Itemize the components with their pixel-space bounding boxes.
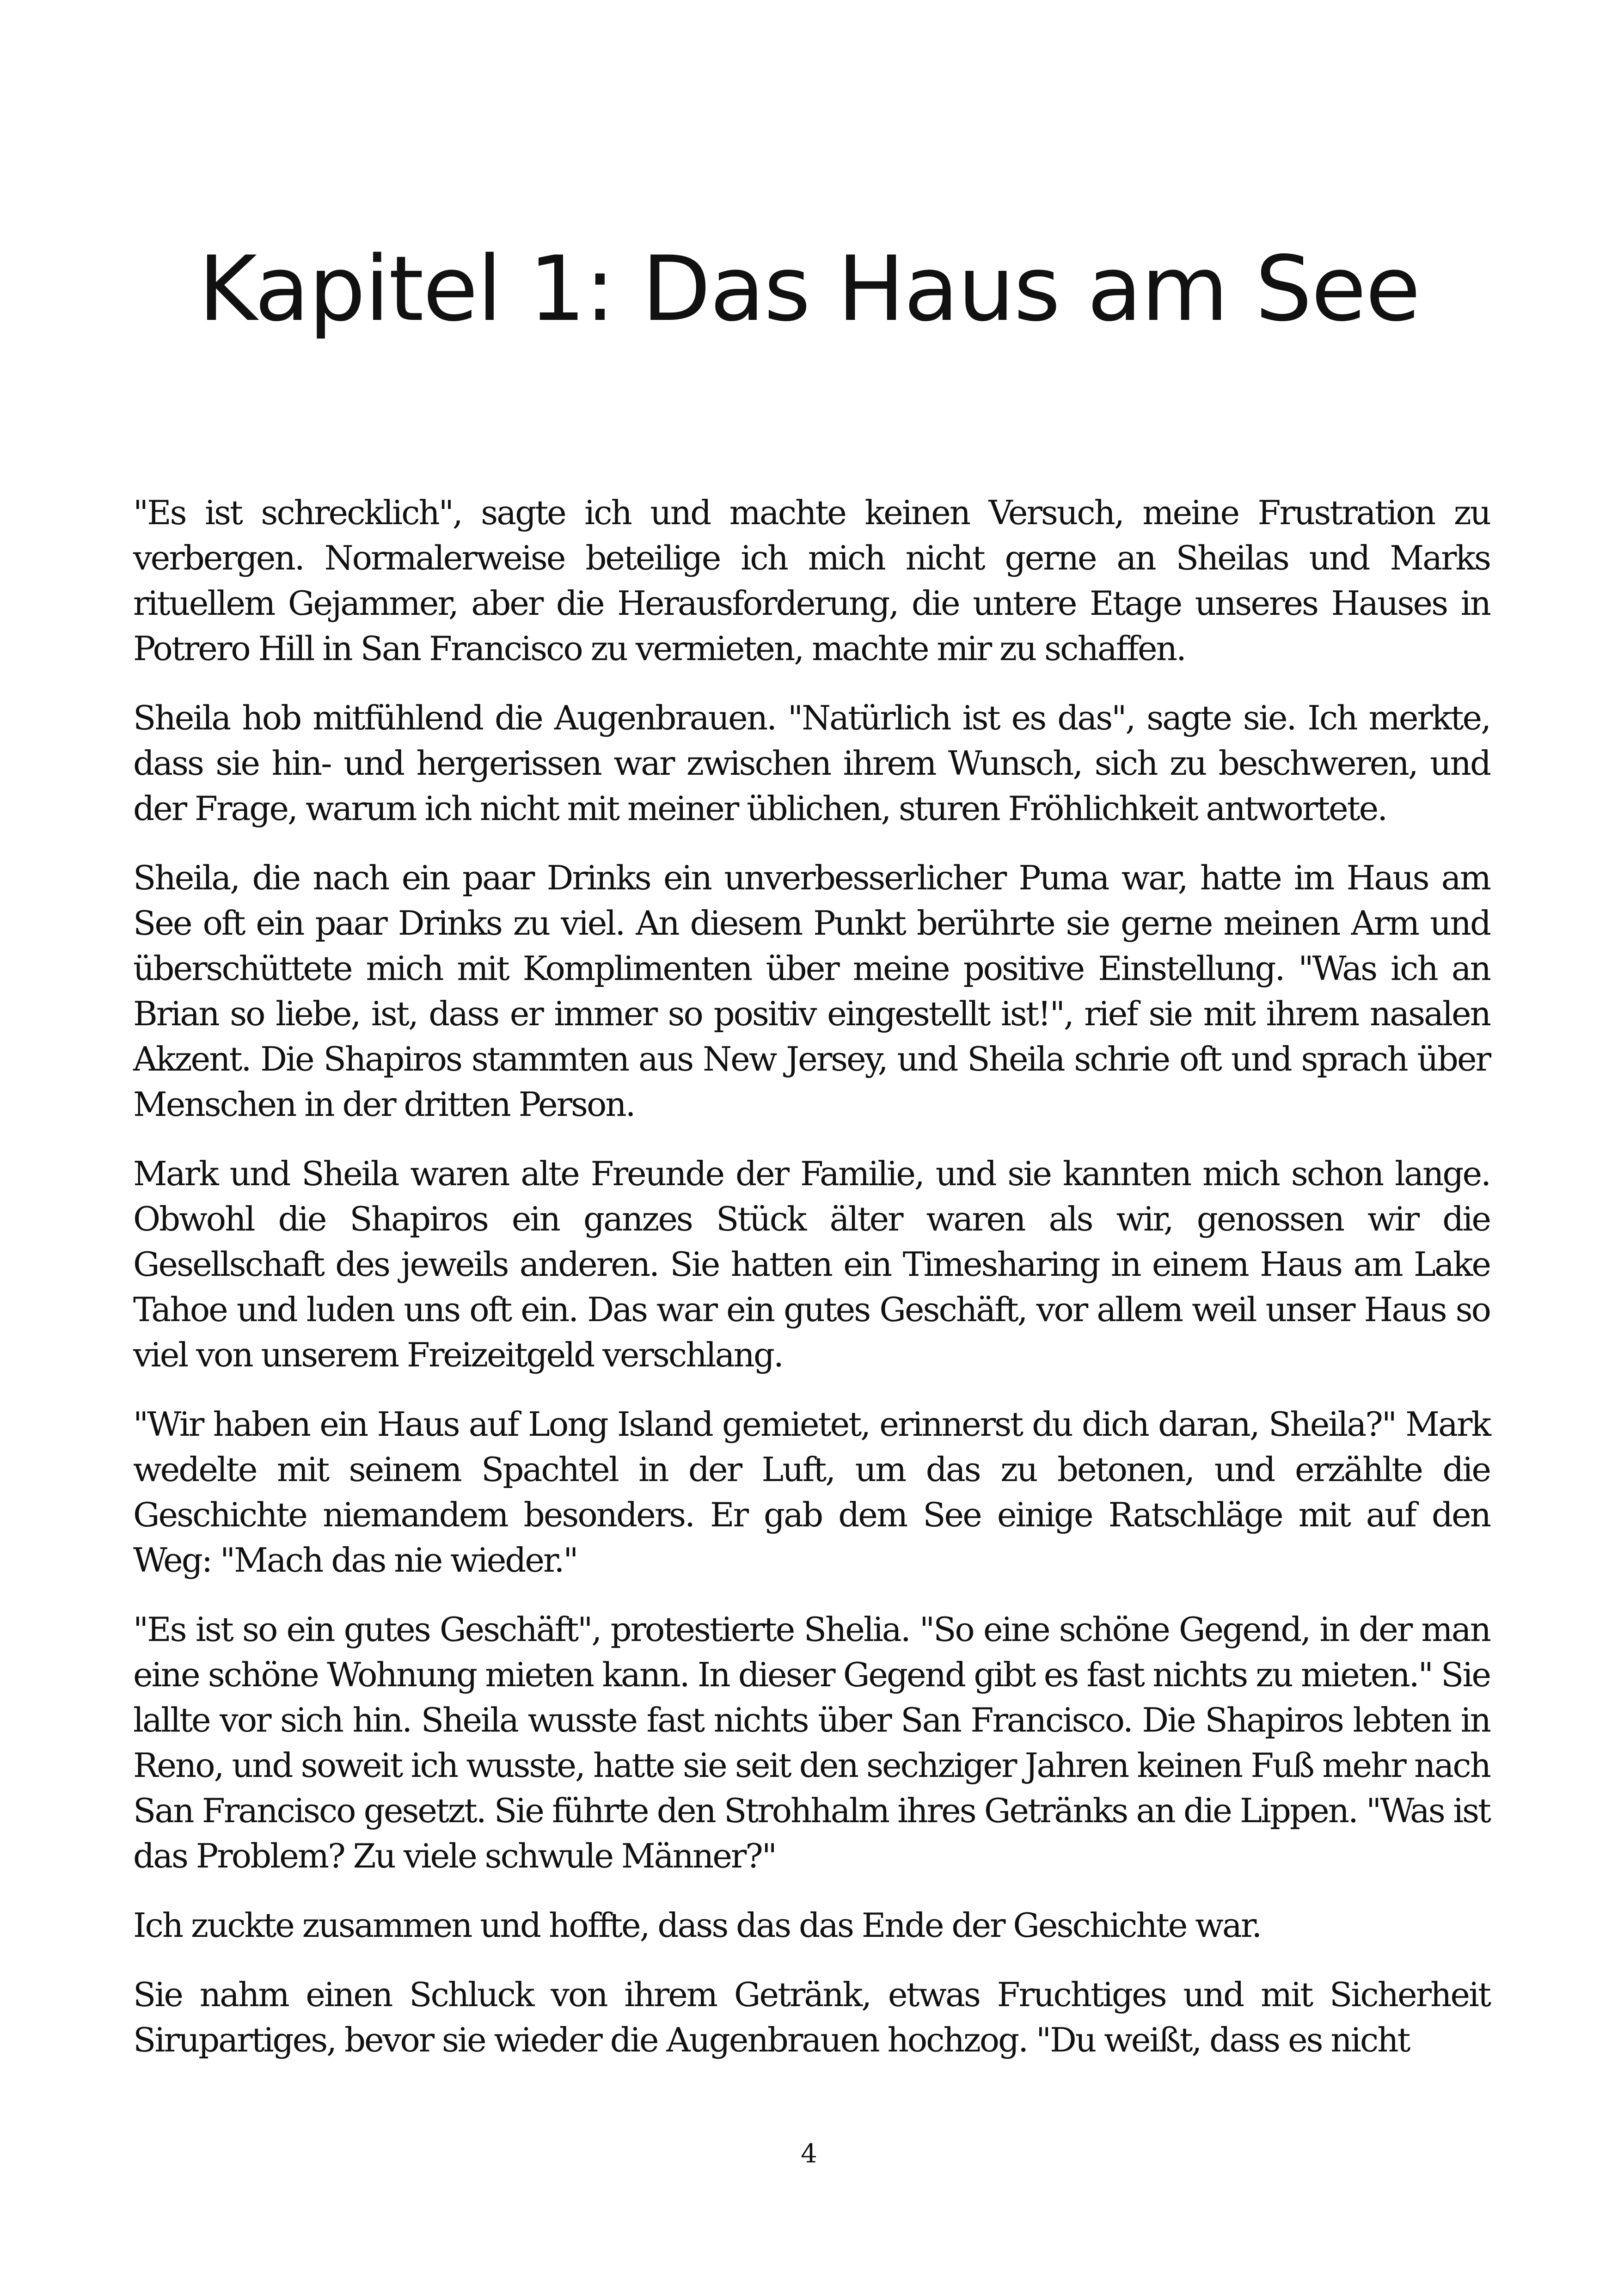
paragraph: "Es ist schrecklich", sagte ich und machte keinen Versuch, meine Frustration zu verbergen. Normalerweise beteilige ich mich nicht gerne an Sheilas und Marks rituellem Gejammer, aber die Herausforderung, die untere Etage unseres Hauses in Potrero Hill in San Francisco zu vermieten, machte mir zu schaffen. [133,493,1490,668]
chapter-body [133,490,1490,2087]
paragraph: Sie nahm einen Schluck von ihrem Getränk, etwas Fruchtiges und mit Sicherheit Sirupartiges, bevor sie wieder die Augenbrauen hochzog. "Du weißt, dass es nicht [133,1975,1490,2059]
paragraph: Sheila hob mitfühlend die Augenbrauen. "Natürlich ist es das", sagte sie. Ich merkte, dass sie hin- und hergerissen war zwischen ihrem Wunsch, sich zu beschweren, und der Frage, warum ich nicht mit meiner üblichen, sturen Fröhlichkeit antwortete. [133,698,1490,828]
paragraph: Ich zuckte zusammen und hoffte, dass das das Ende der Geschichte war. [133,1906,1261,1945]
paragraph: "Es ist so ein gutes Geschäft", protestierte Shelia. "So eine schöne Gegend, in der man eine schöne Wohnung mieten kann. In dieser Gegend gibt es fast nichts zu mieten." Sie lallte vor sich hin. Sheila wusste fast nichts über San Francisco. Die Shapiros lebten in Reno, und soweit ich wusste, hatte sie seit den sechziger Jahren keinen Fuß mehr nach San Francisco gesetzt. Sie führte den Strohhalm ihres Getränks an die Lippen. "Was ist das Problem? Zu viele schwule Männer?" [133,1610,1490,1875]
paragraph: Mark und Sheila waren alte Freunde der Familie, und sie kannten mich schon lange. Obwohl die Shapiros ein ganzes Stück älter waren als wir, genossen wir die Gesellschaft des jeweils anderen. Sie hatten ein Timesharing in einem Haus am Lake Tahoe und luden uns oft ein. Das war ein gutes Geschäft, vor allem weil unser Haus so viel von unserem Freizeitgeld verschlang. [133,1154,1490,1374]
paragraph: Sheila, die nach ein paar Drinks ein unverbesserlicher Puma war, hatte im Haus am See oft ein paar Drinks zu viel. An diesem Punkt berührte sie gerne meinen Arm und überschüttete mich mit Komplimenten über meine positive Einstellung. "Was ich an Brian so liebe, ist, dass er immer so positiv eingestellt ist!", rief sie mit ihrem nasalen Akzent. Die Shapiros stammten aus New Jersey, und Sheila schrie oft und sprach über Menschen in der dritten Person. [133,858,1490,1124]
page-number: 4 [801,2139,817,2169]
chapter-title: Kapitel 1: Das Haus am See [198,237,1420,341]
paragraph: "Wir haben ein Haus auf Long Island gemietet, erinnerst du dich daran, Sheila?" Mark wedelte mit seinem Spachtel in der Luft, um das zu betonen, und erzählte die Geschichte niemandem besonders. Er gab dem See einige Ratschläge mit auf den Weg: "Mach das nie wieder." [133,1405,1490,1580]
